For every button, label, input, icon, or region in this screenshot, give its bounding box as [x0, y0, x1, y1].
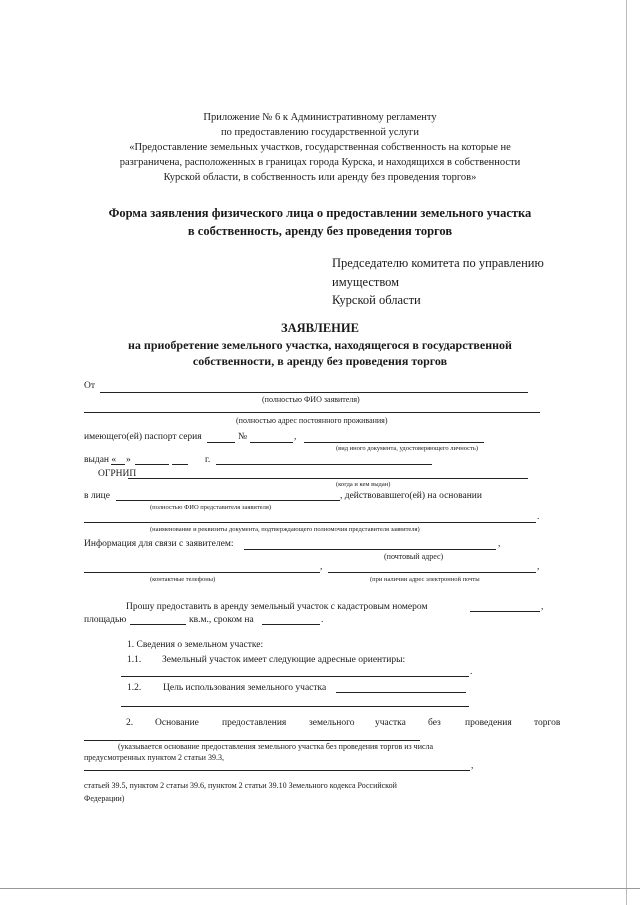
- issued-day-field[interactable]: [111, 464, 125, 465]
- cadastral-comma: ,: [541, 602, 544, 612]
- basis-hint-3: статьей 39.5, пунктом 2 статьи 39.6, пунктом 2 статьи 39.10 Земельного кодекса Российской: [84, 781, 397, 790]
- issued-label: выдан «: [84, 455, 117, 465]
- issued-by-field[interactable]: [216, 464, 432, 465]
- statement-sub-1: на приобретение земельного участка, находящегося в государственной: [128, 338, 512, 352]
- appendix-line-4: разграничена, расположенных в границах города Курска, и находящихся в собственности: [119, 157, 521, 168]
- section-2-word-1: Основание: [155, 718, 199, 728]
- fio-field[interactable]: [100, 392, 528, 393]
- item-1-1-num: 1.1.: [127, 655, 142, 665]
- other-doc-field[interactable]: [304, 442, 484, 443]
- doc-hint: (вид иного документа, удостоверяющего личность): [336, 445, 479, 452]
- period-field[interactable]: [262, 624, 320, 625]
- basis-comma: ,: [471, 761, 474, 771]
- purpose-field[interactable]: [336, 692, 466, 693]
- basis-hint-1: (указывается основание предоставления земельного участка без проведения торгов из числа: [118, 742, 434, 751]
- issued-year-field[interactable]: [172, 464, 188, 465]
- issued-month-field[interactable]: [135, 464, 169, 465]
- item-1-2-num: 1.2.: [127, 683, 142, 693]
- basis-field-2[interactable]: [84, 770, 470, 771]
- fio-hint: (полностью ФИО заявителя): [262, 395, 360, 404]
- passport-series-field[interactable]: [207, 442, 235, 443]
- appendix-line-1: Приложение № 6 к Административному регламенту: [203, 112, 437, 123]
- email-hint: (при наличии адрес электронной почты: [370, 576, 480, 583]
- section-2-num: 2.: [126, 718, 134, 728]
- basis-hint-4: Федерации): [84, 794, 125, 803]
- ogrnip-label: ОГРНИП: [98, 469, 137, 479]
- page-edge-right: [626, 0, 627, 905]
- area-label: площадью: [84, 615, 127, 625]
- appendix-line-3: «Предоставление земельных участков, государственная собственность на которые не: [129, 142, 511, 153]
- issued-mid: »: [126, 455, 131, 465]
- area-field[interactable]: [130, 624, 186, 625]
- address-landmarks-field[interactable]: [121, 676, 469, 677]
- section-2-word-6: проведения: [465, 718, 512, 728]
- doc-name-hint: (наименование и реквизиты документа, подтверждающего полномочия представителя заявителя): [150, 526, 420, 533]
- form-title-line-1: Форма заявления физического лица о предоставлении земельного участка: [108, 206, 532, 220]
- address-hint: (полностью адрес постоянного проживания): [236, 416, 388, 425]
- authority-period: .: [537, 512, 540, 522]
- passport-number-field[interactable]: [250, 442, 293, 443]
- landmarks-period: .: [470, 667, 473, 677]
- section-1-title: 1. Сведения о земельном участке:: [127, 640, 264, 650]
- phones-comma: ,: [320, 562, 323, 572]
- appendix-line-5: Курской области, в собственность или аренду без проведения торгов»: [163, 172, 477, 183]
- page-edge-bottom: [0, 888, 640, 889]
- purpose-field-2[interactable]: [121, 706, 469, 707]
- contact-label: Информация для связи с заявителем:: [84, 539, 234, 549]
- item-1-2-text: Цель использования земельного участка: [163, 683, 327, 693]
- year-label: г.: [205, 455, 211, 465]
- appendix-line-2: по предоставлению государственной услуги: [221, 127, 419, 138]
- item-1-1-text: Земельный участок имеет следующие адресные ориентиры:: [162, 655, 406, 665]
- statement-sub-2: собственности, в аренду без проведения торгов: [192, 354, 448, 368]
- passport-comma: ,: [294, 432, 297, 442]
- in-person-label: в лице: [84, 491, 110, 501]
- form-title-line-2: в собственность, аренду без проведения торгов: [187, 224, 453, 238]
- cadastral-number-field[interactable]: [470, 611, 540, 612]
- postal-hint: (почтовый адрес): [384, 552, 444, 561]
- representative-fio-field[interactable]: [116, 500, 340, 501]
- postal-address-field[interactable]: [244, 549, 496, 550]
- email-comma: ,: [537, 562, 540, 572]
- address-field[interactable]: [84, 412, 540, 413]
- basis-hint-2: предусмотренных пунктом 2 статьи 39.3,: [84, 753, 224, 762]
- section-2-word-7: торгов: [534, 718, 561, 728]
- addressee-line-3: Курской области: [332, 293, 421, 307]
- issued-by-hint: (когда и кем выдан): [336, 481, 391, 488]
- basis-field[interactable]: [84, 740, 420, 741]
- email-field[interactable]: [328, 572, 536, 573]
- authority-doc-field[interactable]: [84, 522, 536, 523]
- addressee-line-1: Председателю комитета по управлению: [332, 256, 544, 270]
- area-unit: кв.м., сроком на: [189, 615, 254, 625]
- phones-hint: (контактные телефоны): [150, 576, 216, 583]
- request-line-1: Прошу предоставить в аренду земельный участок с кадастровым номером: [126, 602, 428, 612]
- statement-title: ЗАЯВЛЕНИЕ: [281, 321, 359, 335]
- postal-comma: ,: [498, 539, 501, 549]
- section-2-word-3: земельного: [309, 718, 355, 728]
- ogrnip-field[interactable]: [128, 478, 528, 479]
- number-label: №: [238, 432, 248, 442]
- rep-fio-hint: (полностью ФИО представителя заявителя): [150, 504, 272, 511]
- period-end: .: [321, 615, 324, 625]
- addressee-line-2: имуществом: [332, 275, 400, 289]
- section-2-word-5: без: [428, 718, 441, 728]
- acting-label: , действовавшего(ей) на основании: [340, 491, 482, 501]
- section-2-word-4: участка: [375, 718, 406, 728]
- passport-label: имеющего(ей) паспорт серия: [84, 432, 202, 442]
- from-label: От: [84, 381, 96, 391]
- section-2-word-2: предоставления: [222, 718, 287, 728]
- phones-field[interactable]: [84, 572, 320, 573]
